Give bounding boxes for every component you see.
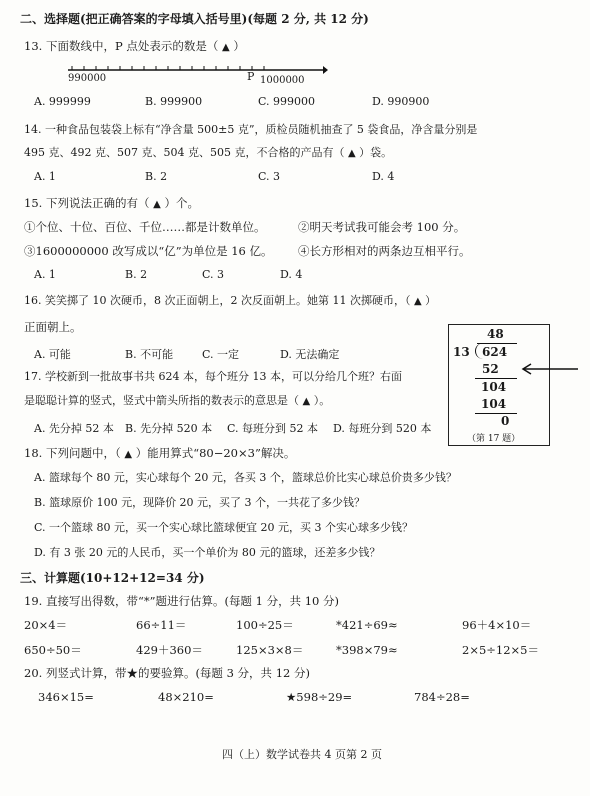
question-14-line-2b: ）袋。 — [359, 146, 393, 159]
q14-option-a: A. 1 — [34, 170, 56, 183]
division-line-1 — [475, 378, 517, 379]
q17-option-b: B. 先分掉 520 本 — [125, 422, 213, 435]
q15-statement-2: ②明天考试我可能会考 100 分。 — [298, 220, 466, 234]
q19-row-1-item-1: 20×4＝ — [24, 618, 68, 632]
answer-blank-triangle-icon: ▲ — [302, 396, 311, 407]
q20-item-4: 784÷28= — [414, 690, 470, 704]
page-footer: 四（上）数学试卷共 4 页第 2 页 — [222, 748, 382, 761]
answer-blank-triangle-icon: ▲ — [124, 449, 133, 460]
q19-row-2-item-4: *398×79≈ — [336, 643, 398, 657]
q15-option-a: A. 1 — [34, 268, 56, 281]
question-18-text-a: 18. 下列问题中，（ — [24, 446, 121, 460]
question-16-line-2: 正面朝上。 — [24, 320, 82, 334]
q19-row-2-item-1: 650÷50＝ — [24, 643, 82, 657]
division-line-2 — [475, 413, 517, 414]
question-14-line-2 — [24, 146, 392, 161]
long-division-figure — [448, 324, 550, 446]
q19-row-2-item-2: 429＋360＝ — [136, 643, 203, 657]
division-step-3: 104 — [481, 397, 507, 411]
arrow-left-icon — [520, 362, 580, 376]
question-14-line-1: 14. 一种食品包装袋上标有“净含量 500±5 克”，质检员随机抽查了 5 袋食品，净含量分别是 — [24, 123, 478, 136]
divisor: 13 — [453, 345, 470, 359]
q19-row-1-item-2: 66÷11＝ — [136, 618, 187, 632]
q19-row-1-item-3: 100÷25＝ — [236, 618, 294, 632]
question-17-line-2b: ）。 — [313, 394, 331, 407]
q13-option-a: A. 999999 — [34, 95, 91, 108]
q14-option-c: C. 3 — [258, 170, 281, 183]
question-17-line-2a: 是聪聪计算的竖式，竖式中箭头所指的数表示的意思是（ — [24, 394, 299, 407]
q18-option-a: A. 篮球每个 80 元，实心球每个 20 元，各买 3 个，篮球总价比实心球总价贵多少钱？ — [34, 471, 457, 484]
q13-option-b: B. 999900 — [145, 95, 203, 108]
question-15-close: ）个。 — [164, 196, 199, 210]
q13-option-c: C. 999000 — [258, 95, 316, 108]
q15-statement-3: ③1600000000 改写成以“亿”为单位是 16 亿。 — [24, 244, 273, 258]
q20-item-3: ★598÷29= — [286, 690, 353, 704]
question-20: 20. 列竖式计算，带★的要验算。(每题 3 分，共 12 分) — [24, 666, 310, 680]
q16-option-c: C. 一定 — [202, 348, 240, 361]
q20-item-2: 48×210= — [158, 690, 214, 704]
question-13 — [24, 39, 245, 55]
answer-blank-triangle-icon: ▲ — [347, 148, 356, 159]
q14-option-b: B. 2 — [145, 170, 168, 183]
q18-option-c: C. 一个篮球 80 元，买一个实心球比篮球便宜 20 元，买 3 个实心球多少钱？ — [34, 521, 413, 534]
q15-statement-4: ④长方形相对的两条边互相平行。 — [298, 244, 471, 258]
q15-option-d: D. 4 — [280, 268, 303, 281]
question-19: 19. 直接写出得数，带“*”题进行估算。(每题 1 分，共 10 分) — [24, 594, 339, 608]
section-2-title: 二、选择题(把正确答案的字母填入括号里)(每题 2 分, 共 12 分) — [20, 12, 369, 26]
q17-option-d: D. 每班分到 520 本 — [333, 422, 432, 435]
dividend: 624 — [482, 345, 508, 359]
question-14-line-2a: 495 克、492 克、507 克、504 克、505 克，不合格的产品有（ — [24, 146, 345, 159]
q14-option-d: D. 4 — [372, 170, 395, 183]
division-step-2: 104 — [481, 380, 507, 394]
question-16-line-1a: 16. 笑笑掷了 10 次硬币，8 次正面朝上，2 次反面朝上。她第 11 次掷硬币，（ — [24, 294, 411, 307]
q16-option-a: A. 可能 — [34, 348, 71, 361]
quotient: 48 — [487, 327, 504, 341]
q19-row-2-item-5: 2×5÷12×5＝ — [462, 643, 539, 657]
question-17-line-2 — [24, 394, 330, 409]
question-17-line-1: 17. 学校新到一批故事书共 624 本，每个班分 13 本，可以分给几个班？右面 — [24, 370, 402, 383]
division-step-1: 52 — [482, 362, 499, 376]
figure-caption: （第 17 题） — [467, 434, 521, 444]
division-remainder: 0 — [501, 414, 510, 428]
q15-option-c: C. 3 — [202, 268, 225, 281]
answer-blank-triangle-icon: ▲ — [153, 199, 161, 210]
number-line-label-left: 990000 — [68, 73, 107, 84]
question-16-line-1b: ） — [425, 294, 437, 307]
q19-row-1-item-4: *421÷69≈ — [336, 618, 398, 632]
question-16-line-1 — [24, 294, 436, 309]
answer-blank-triangle-icon: ▲ — [413, 296, 422, 307]
q13-option-d: D. 990900 — [372, 95, 430, 108]
q15-statement-1: ①个位、十位、百位、千位……都是计数单位。 — [24, 220, 266, 234]
q18-option-d: D. 有 3 张 20 元的人民币，买一个单价为 80 元的篮球，还差多少钱？ — [34, 546, 381, 559]
question-15 — [24, 196, 199, 212]
q16-option-b: B. 不可能 — [125, 348, 174, 361]
q20-item-1: 346×15= — [38, 690, 94, 704]
section-3-title: 三、计算题(10+12+12=34 分) — [20, 571, 205, 585]
q19-row-1-item-5: 96＋4×10＝ — [462, 618, 532, 632]
q18-option-b: B. 篮球原价 100 元，现降价 20 元，买了 3 个，一共花了多少钱？ — [34, 496, 366, 509]
answer-blank-triangle-icon: ▲ — [222, 42, 230, 53]
question-13-text: 13. 下面数线中，P 点处表示的数是（ — [24, 39, 219, 53]
number-line-label-p: P — [247, 70, 255, 83]
question-13-close: ） — [233, 39, 245, 53]
q16-option-d: D. 无法确定 — [280, 348, 340, 361]
question-15-text: 15. 下列说法正确的有（ — [24, 196, 150, 210]
question-18-text-b: ）能用算式“80−20×3”解决。 — [135, 446, 296, 460]
question-18 — [24, 446, 295, 462]
number-line-label-right: 1000000 — [260, 75, 305, 86]
q17-option-a: A. 先分掉 52 本 — [34, 422, 114, 435]
q15-option-b: B. 2 — [125, 268, 148, 281]
q19-row-2-item-3: 125×3×8＝ — [236, 643, 304, 657]
q17-option-c: C. 每班分到 52 本 — [227, 422, 319, 435]
